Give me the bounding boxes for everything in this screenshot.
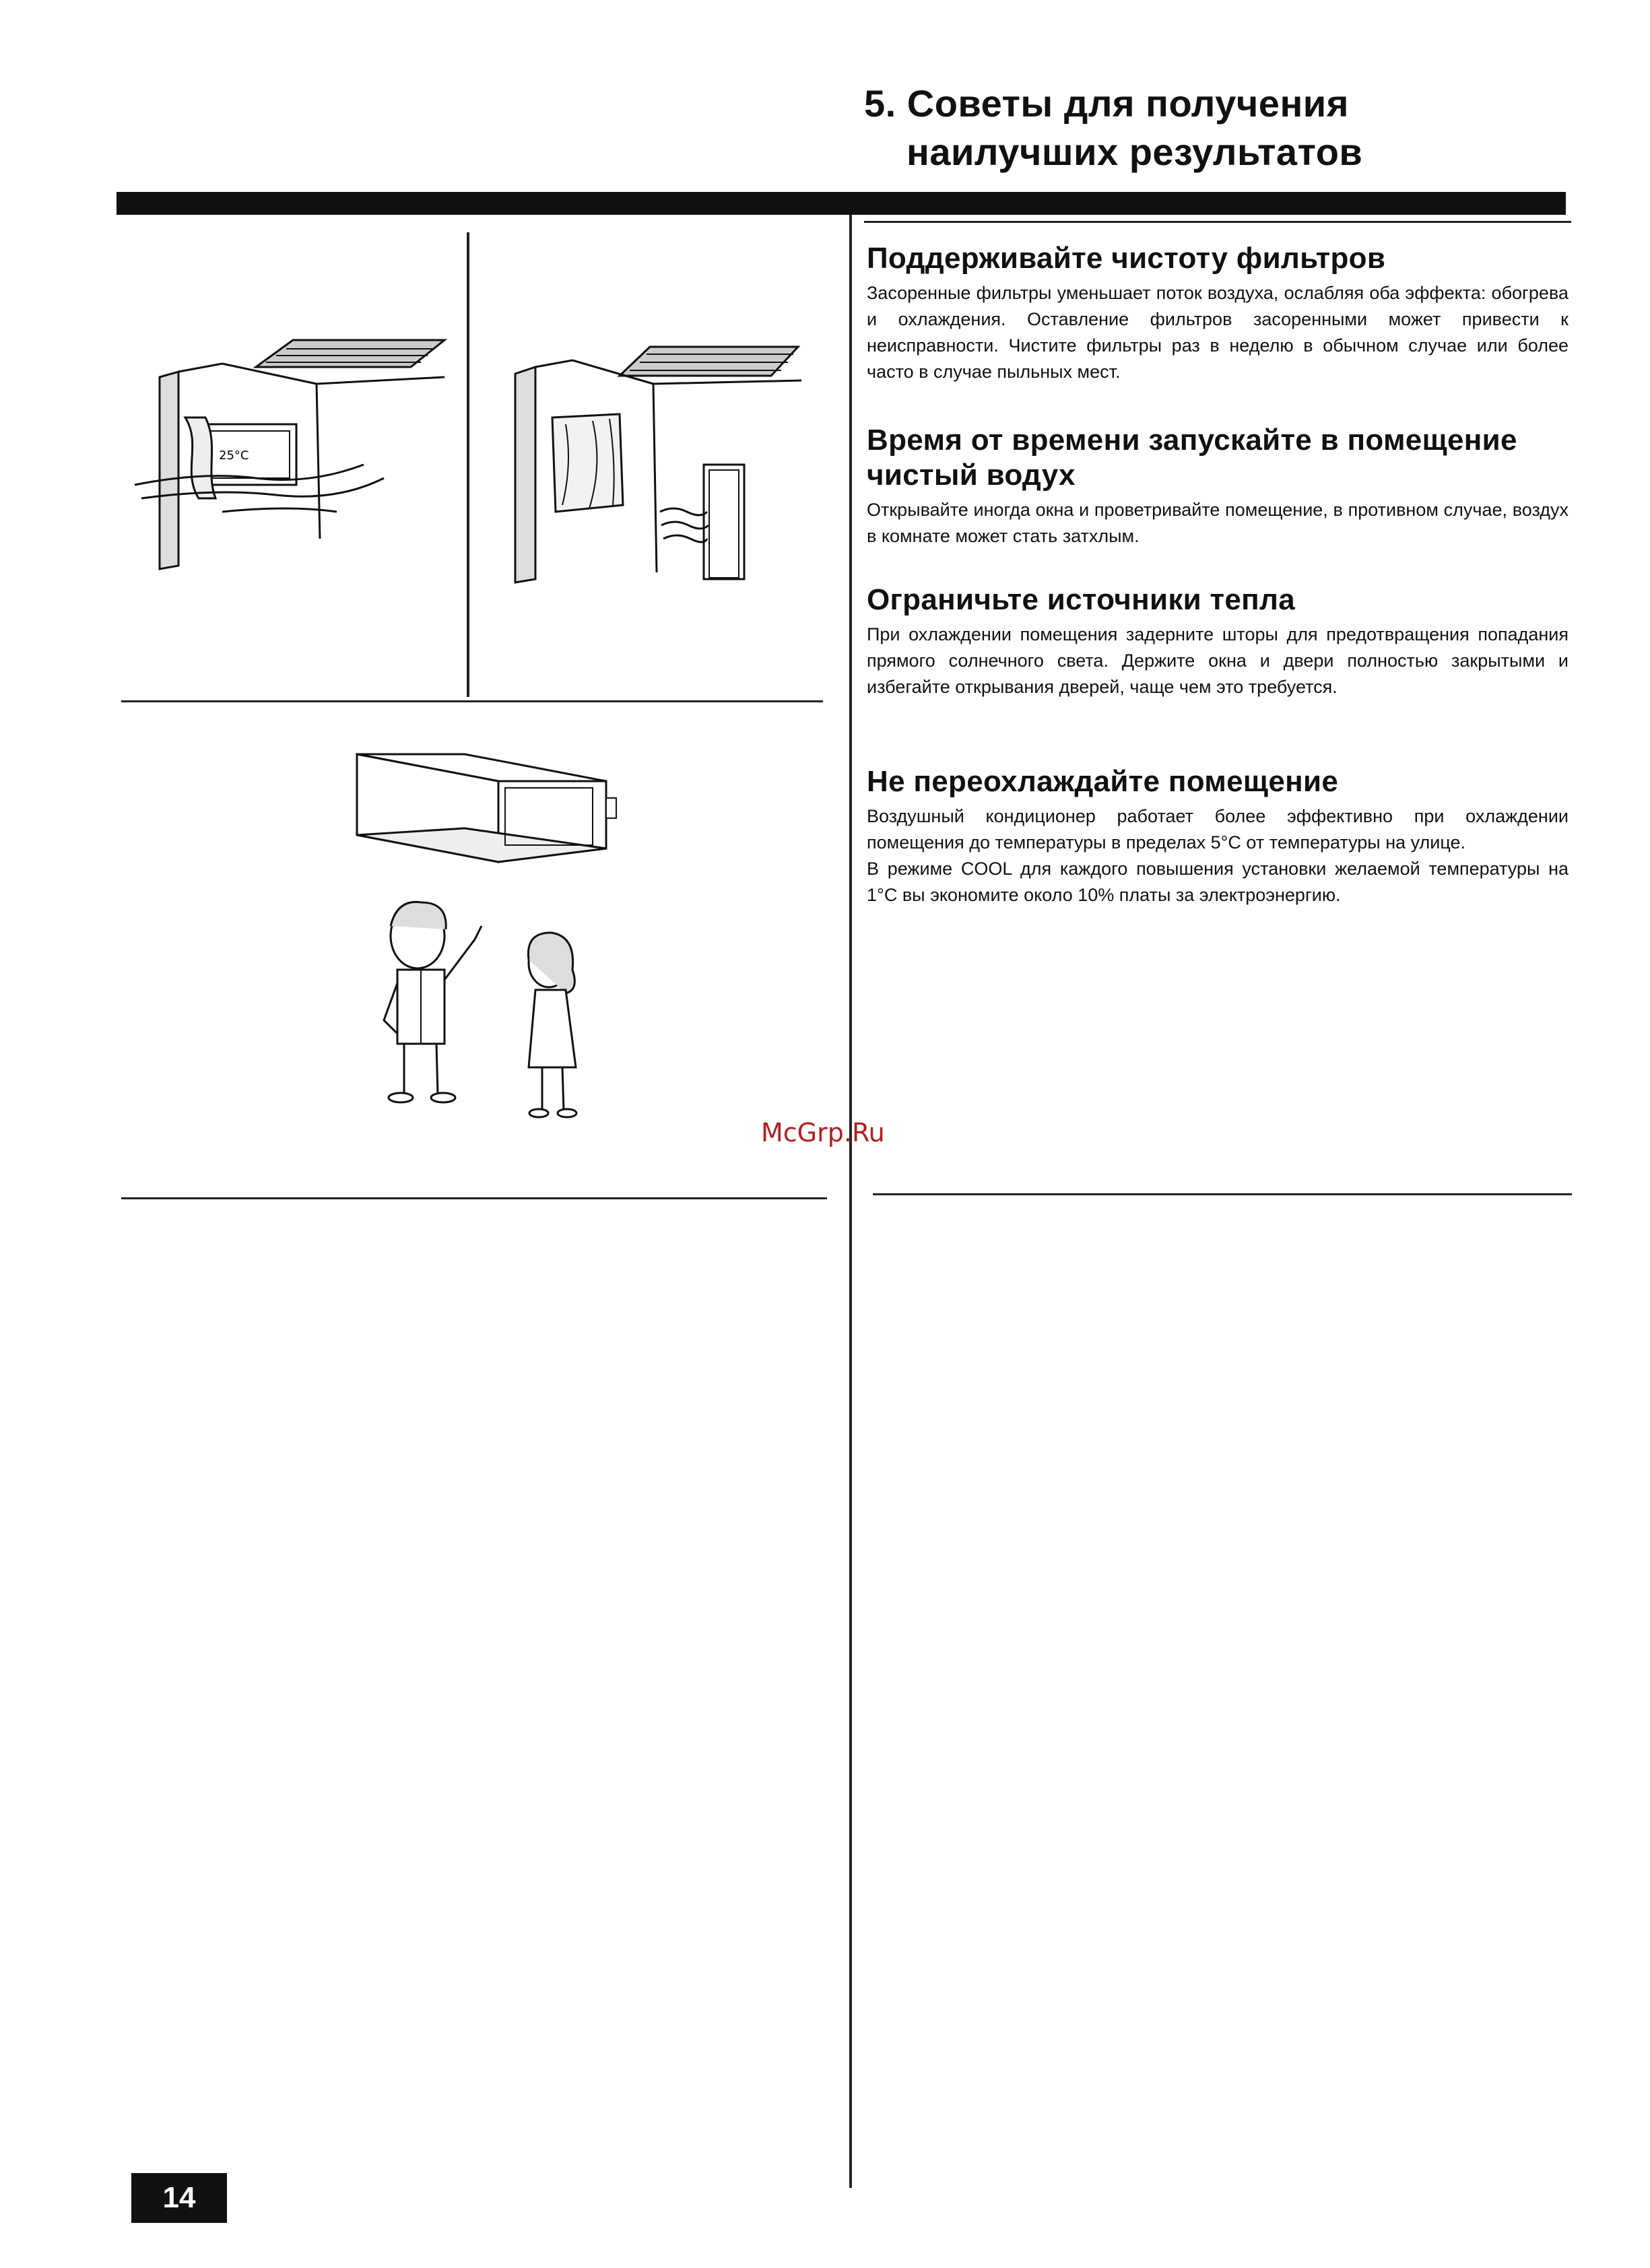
filter-cleaning-illustration <box>121 222 465 694</box>
header-rule <box>117 192 1566 215</box>
page-title <box>864 79 1605 176</box>
section-heat-sources <box>867 582 1569 700</box>
page-title-line2: наилучших результатов <box>906 131 1363 173</box>
ac-people-illustration <box>337 737 660 1128</box>
page-number: 14 <box>131 2173 227 2223</box>
right-bottom-rule <box>873 1193 1572 1195</box>
right-top-rule <box>864 221 1571 223</box>
section-title: Ограничьте источники тепла <box>867 583 1296 616</box>
illustration-divider <box>467 232 469 697</box>
section-overcool <box>867 764 1569 908</box>
window-sign: 25°C <box>219 448 249 463</box>
fresh-air-illustration <box>478 222 822 694</box>
section-filters <box>867 241 1569 385</box>
section-text: Воздушный кондиционер работает более эффективно при охлаждении помещения до температуры в пределах 5°С от температуры на улице. <box>867 806 1569 853</box>
section-text: Открывайте иногда окна и проветривайте помещение, в противном случае, воздух в комнате может стать затхлым. <box>867 500 1569 546</box>
section-text-2: В режиме COOL для каждого повышения установки желаемой температуры на 1°С вы экономите около 10% платы за электроэнергию. <box>867 859 1569 905</box>
section-title: Время от времени запускайте в помещение чистый водух <box>867 424 1517 492</box>
section-fresh-air <box>867 423 1569 549</box>
left-bottom-rule <box>121 1197 827 1199</box>
section-text: Засоренные фильтры уменьшает поток воздуха, ослабляя оба эффекта: обогрева и охлаждения. Оставление фильтров засоренными может привести к неисправности. Чистите фильтры раз в неделю в обычном случае или более часто в случае пыльных мест. <box>867 283 1569 382</box>
column-divider <box>849 215 852 2188</box>
section-title: Поддерживайте чистоту фильтров <box>867 242 1386 275</box>
watermark: McGrp.Ru <box>761 1118 885 1147</box>
illustration-row-divider <box>121 700 823 702</box>
section-text: При охлаждении помещения задерните шторы для предотвращения попадания прямого солнечного света. Держите окна и двери полностью закрытыми и избегайте открывания дверей, чаще чем это требуется. <box>867 624 1569 697</box>
section-title: Не переохлаждайте помещение <box>867 765 1339 798</box>
page-title-line1: 5. Советы для получения <box>864 82 1349 125</box>
